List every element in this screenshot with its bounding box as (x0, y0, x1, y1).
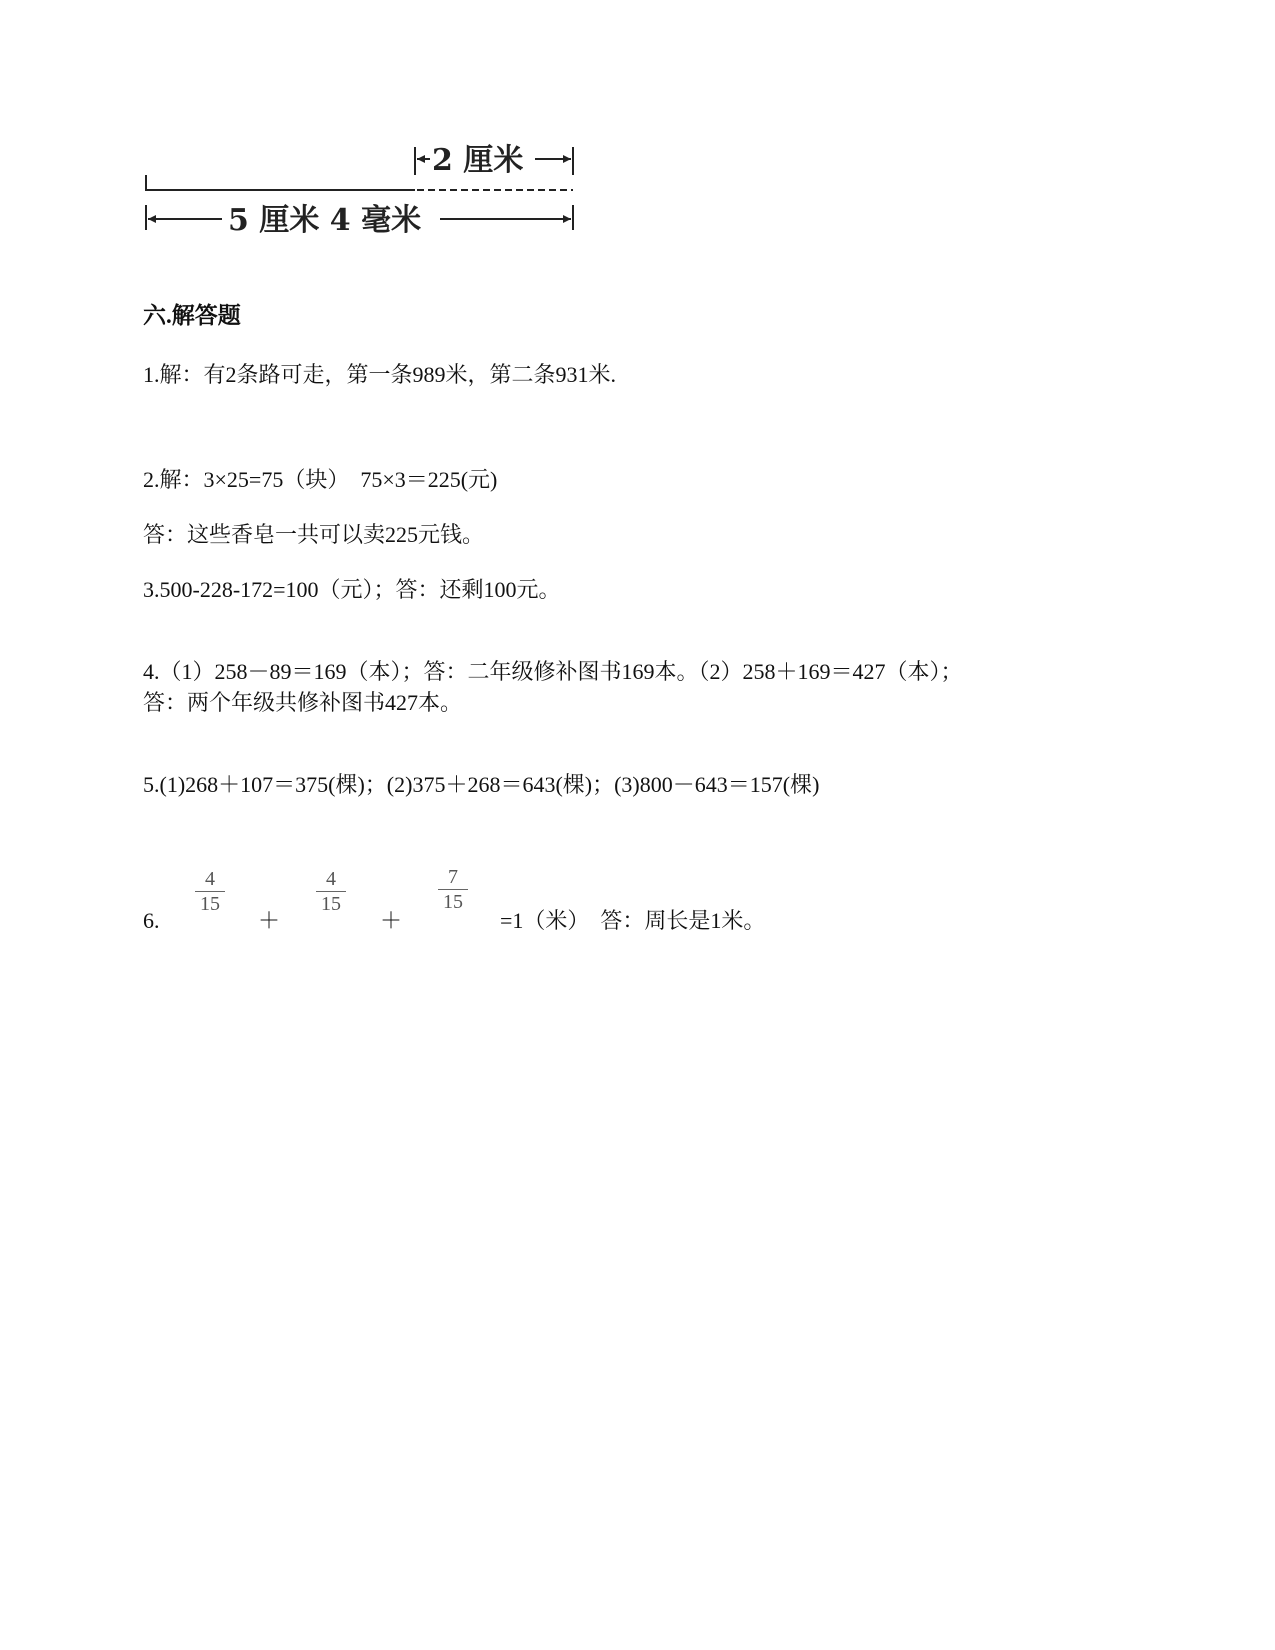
answer-2-line-1: 2.解：3×25=75（块） 75×3＝225(元) (143, 467, 498, 492)
answer-5: 5.(1)268＋107＝375(棵)；(2)375＋268＝643(棵)；(3)800－643＝157(棵) (143, 772, 820, 797)
fraction-3-numerator: 7 (448, 866, 458, 888)
answer-1: 1.解：有2条路可走，第一条989米，第二条931米. (143, 362, 617, 387)
plus-sign-1: ＋ (258, 908, 281, 933)
length-diagram (140, 135, 590, 245)
fraction-1-denominator: 15 (200, 893, 220, 915)
answer-3: 3.500-228-172=100（元）；答：还剩100元。 (143, 577, 561, 602)
fraction-2-denominator: 15 (321, 893, 341, 915)
answer-4-line-1: 4.（1）258－89＝169（本）；答：二年级修补图书169本。（2）258＋169＝427（本）； (143, 659, 963, 684)
answer-2-line-2: 答：这些香皂一共可以卖225元钱。 (143, 522, 485, 547)
fraction-1-numerator: 4 (205, 868, 215, 890)
section-title: 六.解答题 (143, 303, 241, 328)
fraction-3-denominator: 15 (443, 891, 463, 913)
fraction-2-numerator: 4 (326, 868, 336, 890)
answer-6-prefix: 6. (143, 908, 160, 933)
bottom-length-label: 5 厘米 4 毫米 (228, 203, 422, 238)
answer-6-result: =1（米） 答：周长是1米。 (500, 908, 766, 933)
fraction-2 (311, 868, 351, 915)
answer-4-line-2: 答：两个年级共修补图书427本。 (143, 690, 463, 715)
top-length-label: 2 厘米 (432, 143, 524, 178)
fraction-3 (433, 866, 473, 913)
fraction-1 (190, 868, 230, 915)
plus-sign-2: ＋ (380, 908, 403, 933)
